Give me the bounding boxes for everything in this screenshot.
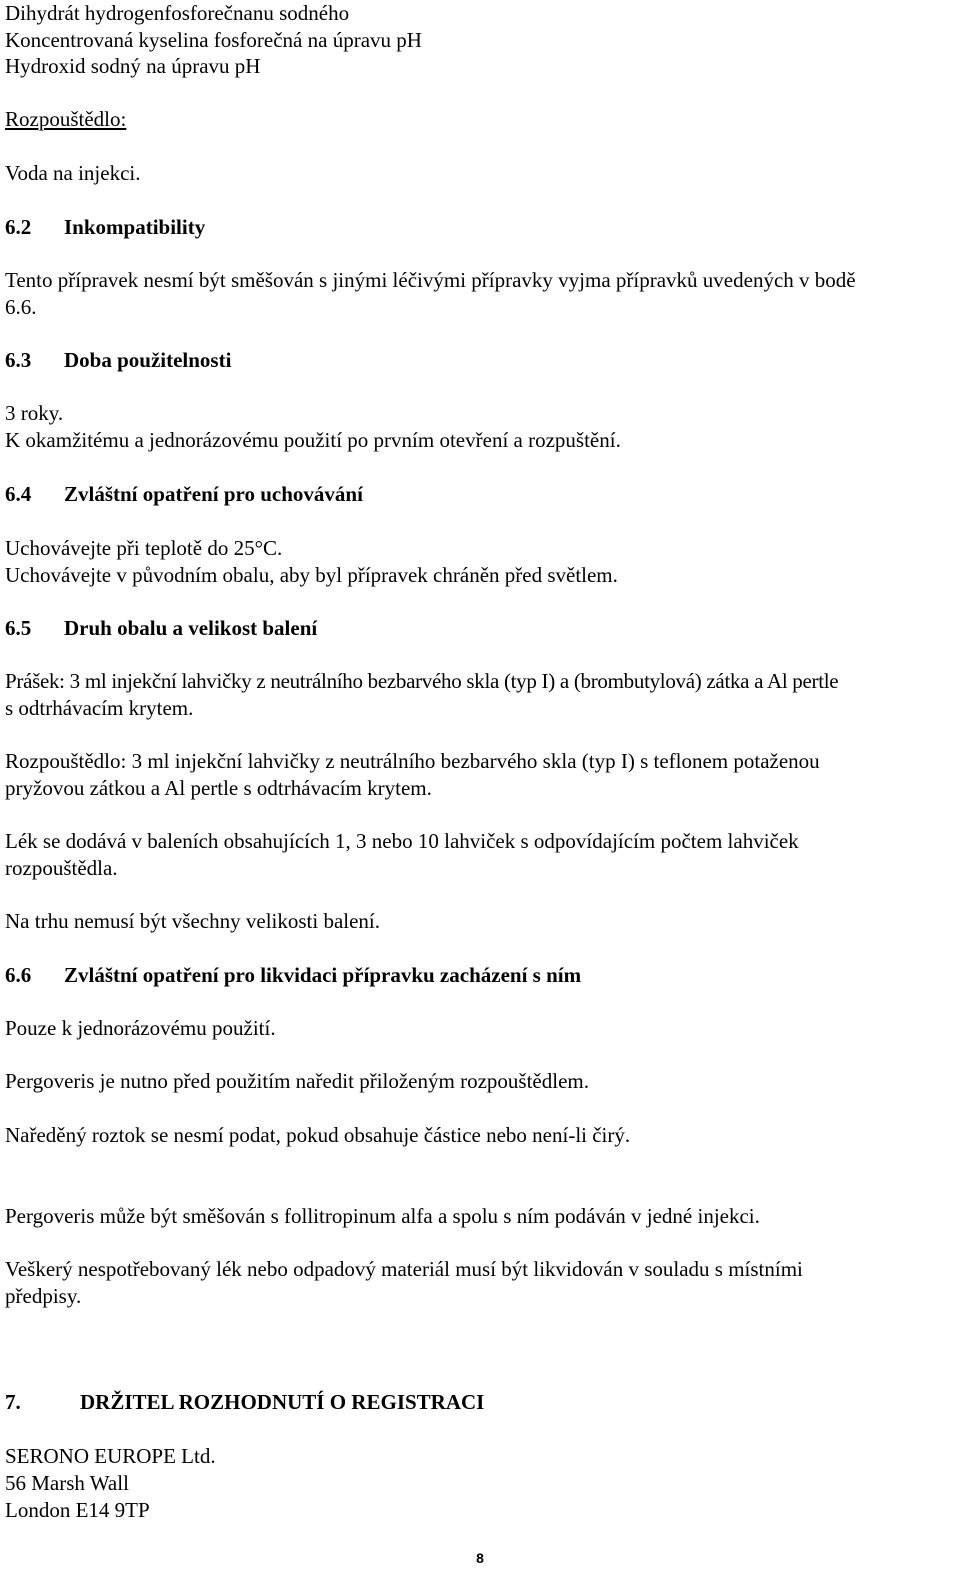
section-heading-6-2: Inkompatibility [64, 215, 206, 239]
section-number-7: 7. [5, 1390, 21, 1414]
section-heading-6-4: Zvláštní opatření pro uchovávání [64, 482, 363, 506]
excipient-line: Dihydrát hydrogenfosforečnanu sodného [5, 1, 350, 25]
solvent-value: Voda na injekci. [5, 161, 141, 185]
solvent-label: Rozpouštědlo: [5, 107, 127, 131]
excipient-line: Koncentrovaná kyselina fosforečná na úpravu pH [5, 28, 422, 52]
excipient-line: Hydroxid sodný na úpravu pH [5, 54, 261, 78]
body-text: pryžovou zátkou a Al pertle s odtrhávacím krytem. [5, 776, 432, 800]
section-heading-7: DRŽITEL ROZHODNUTÍ O REGISTRACI [80, 1390, 485, 1414]
address-line: SERONO EUROPE Ltd. [5, 1444, 216, 1468]
body-text: rozpouštědla. [5, 856, 118, 880]
body-text: Rozpouštědlo: 3 ml injekční lahvičky z neutrálního bezbarvého skla (typ I) s teflonem potaženou [5, 749, 820, 773]
address-line: London E14 9TP [5, 1498, 150, 1522]
body-text: Pergoveris je nutno před použitím naředit přiloženým rozpouštědlem. [5, 1069, 589, 1093]
body-text: K okamžitému a jednorázovému použití po prvním otevření a rozpuštění. [5, 428, 621, 452]
section-heading-6-5: Druh obalu a velikost balení [64, 616, 318, 640]
page-number: 8 [476, 1550, 484, 1566]
body-text: 3 roky. [5, 401, 64, 425]
body-text: Naředěný roztok se nesmí podat, pokud obsahuje částice nebo není-li čirý. [5, 1123, 631, 1147]
body-text: Tento přípravek nesmí být směšován s jinými léčivými přípravky vyjma přípravků uvedených v bodě [5, 268, 856, 292]
section-number-6-4: 6.4 [5, 482, 32, 506]
body-text: Uchovávejte při teplotě do 25°C. [5, 536, 283, 560]
body-text: Pouze k jednorázovému použití. [5, 1016, 276, 1040]
body-text: Na trhu nemusí být všechny velikosti balení. [5, 909, 381, 933]
body-text: Pergoveris může být směšován s follitropinum alfa a spolu s ním podáván v jedné injekci. [5, 1204, 760, 1228]
body-text: 6.6. [5, 295, 37, 319]
section-number-6-3: 6.3 [5, 348, 32, 372]
address-line: 56 Marsh Wall [5, 1471, 129, 1495]
body-text: Uchovávejte v původním obalu, aby byl přípravek chráněn před světlem. [5, 563, 618, 587]
body-text: Lék se dodává v baleních obsahujících 1, 3 nebo 10 lahviček s odpovídajícím počtem lahviček [5, 829, 799, 853]
section-number-6-5: 6.5 [5, 616, 32, 640]
body-text: s odtrhávacím krytem. [5, 696, 194, 720]
section-heading-6-3: Doba použitelnosti [64, 348, 232, 372]
section-number-6-2: 6.2 [5, 215, 32, 239]
body-text: Veškerý nespotřebovaný lék nebo odpadový materiál musí být likvidován v souladu s místními [5, 1257, 803, 1281]
section-number-6-6: 6.6 [5, 963, 32, 987]
section-heading-6-6: Zvláštní opatření pro likvidaci přípravku zacházení s ním [64, 963, 582, 987]
body-text: předpisy. [5, 1284, 82, 1308]
body-text: Prášek: 3 ml injekční lahvičky z neutrálního bezbarvého skla (typ I) a (brombutylová) zátka a Al pertle [5, 669, 839, 693]
